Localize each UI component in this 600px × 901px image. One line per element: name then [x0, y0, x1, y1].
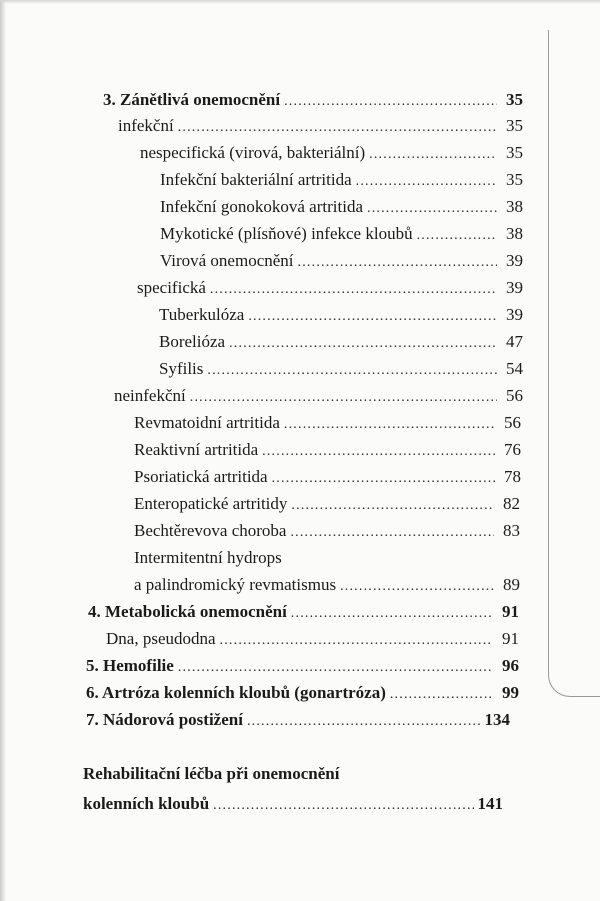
- toc-leader-dots: [367, 197, 497, 221]
- toc-leader-dots: [417, 224, 497, 248]
- toc-entry-title: Infekční bakteriální artritida: [160, 170, 352, 189]
- toc-leader-dots: [290, 521, 494, 545]
- toc-entry-title: Tuberkulóza: [159, 305, 245, 324]
- toc-entry-title: 4. Metabolická onemocnění: [88, 602, 287, 621]
- toc-entry[interactable]: [114, 384, 523, 408]
- toc-entry[interactable]: [134, 519, 520, 543]
- toc-leader-dots: [229, 332, 497, 356]
- toc-entry-title: specifická: [137, 278, 206, 297]
- toc-entry[interactable]: [134, 465, 521, 489]
- page-top-shadow: [0, 0, 600, 4]
- toc-entry[interactable]: [86, 708, 510, 732]
- toc-entry-title: 3. Zánětlivá onemocnění: [103, 90, 281, 109]
- toc-entry[interactable]: [160, 195, 523, 219]
- toc-entry-page: 96: [502, 656, 519, 675]
- toc-entry-page: 91: [502, 629, 519, 648]
- toc-entry[interactable]: [106, 627, 519, 651]
- toc-entry-title: Bechtěrevova choroba: [134, 521, 287, 540]
- page-tab-outline: [548, 30, 600, 697]
- toc-entry-title: kolenních kloubů: [83, 794, 210, 813]
- toc-leader-dots: [178, 116, 497, 140]
- toc-entry-page: 35: [506, 170, 523, 189]
- toc-entry-title: Syfilis: [159, 359, 204, 378]
- toc-entry-page: 89: [503, 575, 520, 594]
- toc-entry-page: 35: [506, 116, 523, 135]
- toc-entry-title: 5. Hemofilie: [86, 656, 174, 675]
- toc-leader-dots: [291, 602, 493, 626]
- toc-entry[interactable]: [159, 330, 523, 354]
- toc-leader-dots: [220, 629, 493, 653]
- toc-entry-title: Enteropatické artritidy: [134, 494, 288, 513]
- toc-entry[interactable]: [137, 276, 523, 300]
- toc-leader-dots: [247, 710, 481, 734]
- toc-entry[interactable]: [86, 654, 519, 678]
- toc-leader-dots: [207, 359, 497, 383]
- toc-entry-title: Infekční gonokoková artritida: [160, 197, 363, 216]
- toc-entry-page: 39: [506, 305, 523, 324]
- toc-leader-dots: [291, 494, 494, 518]
- toc-leader-dots: [213, 794, 473, 818]
- toc-entry[interactable]: [159, 303, 523, 327]
- toc-entry-page: 38: [506, 197, 523, 216]
- toc-entry-title: Borelióza: [159, 332, 226, 351]
- toc-entry[interactable]: [134, 573, 520, 597]
- toc-leader-dots: [210, 278, 497, 302]
- toc-entry[interactable]: [118, 114, 523, 138]
- toc-entry-page: 56: [504, 413, 521, 432]
- toc-entry-page: 56: [506, 386, 523, 405]
- toc-entry[interactable]: [159, 357, 523, 381]
- toc-entry-title: nespecifická (virová, bakteriální): [140, 143, 366, 162]
- page-edge-shadow: [0, 0, 6, 901]
- toc-entry[interactable]: [160, 222, 523, 246]
- toc-leader-dots: [369, 143, 497, 167]
- toc-entry-page: 39: [506, 278, 523, 297]
- toc-leader-dots: [284, 90, 497, 114]
- toc-entry-page: 83: [503, 521, 520, 540]
- toc-leader-dots: [178, 656, 493, 680]
- toc-entry-page: 91: [502, 602, 519, 621]
- toc-entry-page: 99: [502, 683, 519, 702]
- toc-entry-title: Mykotické (plísňové) infekce kloubů: [160, 224, 413, 243]
- toc-entry-page: 39: [506, 251, 523, 270]
- toc-entry-page: 38: [506, 224, 523, 243]
- toc-leader-dots: [390, 683, 493, 707]
- toc-leader-dots: [262, 440, 495, 464]
- toc-leader-dots: [272, 467, 495, 491]
- toc-entry-title: a palindromický revmatismus: [134, 575, 337, 594]
- toc-leader-dots: [284, 413, 495, 437]
- toc-entry-title: Dna, pseudodna: [106, 629, 216, 648]
- toc-entry[interactable]: [86, 681, 519, 705]
- toc-entry-page: 141: [477, 794, 503, 813]
- toc-entry-page: 78: [504, 467, 521, 486]
- toc-entry-title: Intermitentní hydrops: [134, 548, 282, 567]
- toc-entry[interactable]: [83, 792, 503, 816]
- toc-leader-dots: [340, 575, 494, 599]
- toc-entry-page: 47: [506, 332, 523, 351]
- toc-entry-title: Virová onemocnění: [160, 251, 294, 270]
- toc-entry-page: 82: [503, 494, 520, 513]
- toc-entry-title: 7. Nádorová postižení: [86, 710, 243, 729]
- toc-entry[interactable]: [140, 141, 523, 165]
- toc-entry[interactable]: [134, 492, 520, 516]
- toc-entry-title: infekční: [118, 116, 174, 135]
- toc-entry[interactable]: [134, 438, 521, 462]
- toc-entry-page: 76: [504, 440, 521, 459]
- toc-entry-page: 35: [506, 143, 523, 162]
- toc-entry-title: Revmatoidní artritida: [134, 413, 280, 432]
- toc-entry[interactable]: [134, 546, 520, 570]
- toc-entry-page: 54: [506, 359, 523, 378]
- toc-entry-title: Reaktivní artritida: [134, 440, 259, 459]
- toc-entry-title: 6. Artróza kolenních kloubů (gonartróza): [86, 683, 386, 702]
- toc-leader-dots: [298, 251, 497, 275]
- toc-entry-page: 134: [484, 710, 510, 729]
- toc-leader-dots: [356, 170, 497, 194]
- toc-entry-title: neinfekční: [114, 386, 186, 405]
- toc-entry-page: 35: [506, 90, 523, 109]
- toc-entry[interactable]: [103, 88, 523, 112]
- toc-entry[interactable]: [160, 249, 523, 273]
- toc-leader-dots: [190, 386, 497, 410]
- toc-entry[interactable]: [134, 411, 521, 435]
- toc-entry[interactable]: [83, 762, 503, 786]
- toc-entry[interactable]: [160, 168, 523, 192]
- toc-leader-dots: [248, 305, 497, 329]
- toc-entry-title: Rehabilitační léčba při onemocnění: [83, 764, 340, 783]
- toc-entry-title: Psoriatická artritida: [134, 467, 268, 486]
- toc-entry[interactable]: [88, 600, 519, 624]
